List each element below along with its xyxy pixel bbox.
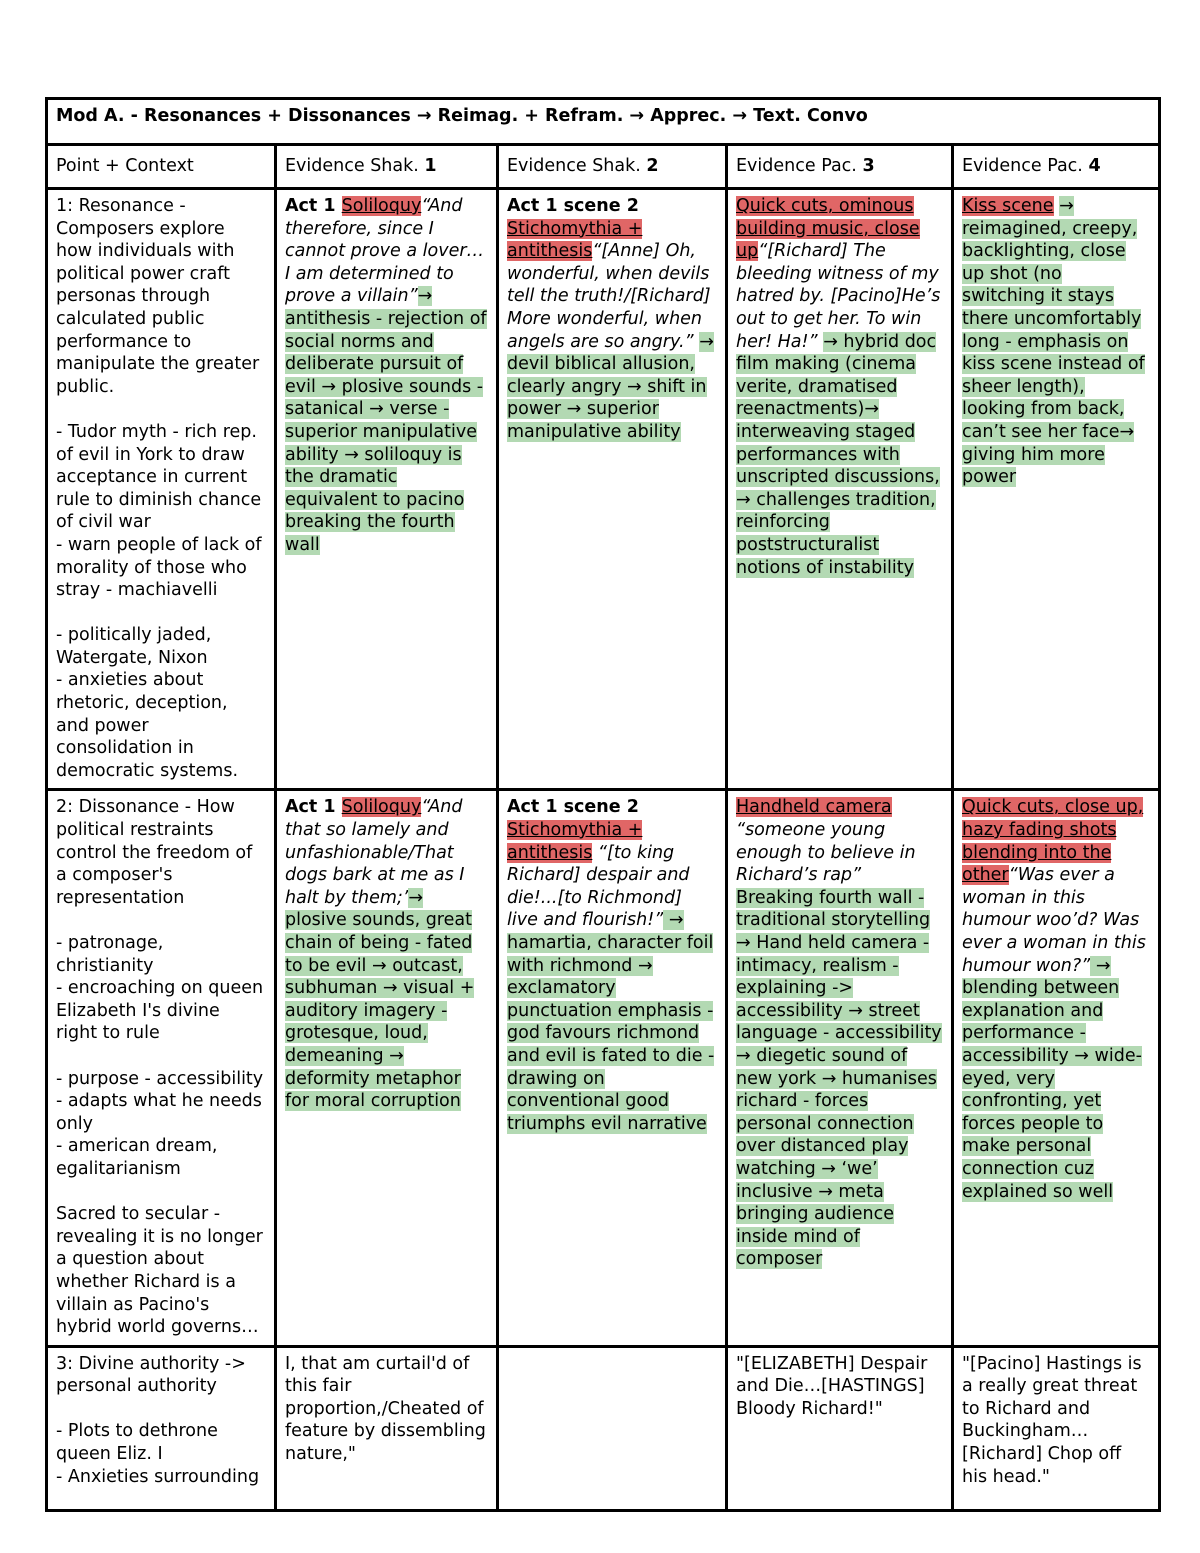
header-label: Evidence Shak. [507, 155, 647, 176]
header-evidence-pac-3 [727, 145, 953, 189]
header-evidence-pac-4 [953, 145, 1160, 189]
analysis-highlight: → reimagined, creepy, backlighting, close up shot (no switching it stays there uncomfortably long - emphasis on kiss scene instead of sheer length), looking from back, can’t see her face→ giving him more power [962, 196, 1145, 488]
technique-highlight: Quick cuts, ominous building music, close up [736, 196, 920, 262]
analysis-highlight: Breaking fourth wall - traditional storytelling → Hand held camera - intimacy, realism - explaining -> accessibility → street language - accessibility → diegetic sound of new york → humanises richard - forces personal connection over distanced play watching → ‘we’ inclusive → meta bringing audience inside mind of composer [736, 887, 942, 1270]
evidence-cell [276, 189, 498, 790]
quote-text: “[to king Richard] despair and die!...[to Richmond] live and flourish!” [507, 842, 690, 931]
evidence-cell [953, 790, 1160, 1346]
header-label: Evidence Pac. [736, 155, 863, 176]
table-row [47, 790, 1160, 1346]
act-label: Act 1 [285, 797, 342, 818]
evidence-cell [727, 189, 953, 790]
point-context-cell: 1: Resonance - Composers explore how individuals with political power craft personas through calculated public performance to manipulate the greater public. - Tudor myth - rich rep. of evil in York to draw acceptance in current rule to diminish chance of civil war - warn people of lack of morality of those who stray - machiavelli - politically jaded, Watergate, Nixon - anxieties about rhetoric, deception, and power consolidation in democratic systems. [47, 189, 276, 790]
act-label: Act 1 scene 2 [507, 196, 639, 216]
evidence-cell [498, 790, 727, 1346]
evidence-cell: "[ELIZABETH] Despair and Die…[HASTINGS] Bloody Richard!" [727, 1346, 953, 1510]
evidence-cell [276, 790, 498, 1346]
quote-text: “[Anne] Oh, wonderful, when devils tell the truth!/[Richard] More wonderful, when angels are so angry.” [507, 241, 711, 352]
header-number: 4 [1088, 155, 1101, 176]
title-row [47, 99, 1160, 145]
header-number: 2 [646, 155, 659, 176]
table-title: Mod A. - Resonances + Dissonances → Reimag. + Refram. → Apprec. → Text. Convo [47, 99, 1160, 145]
analysis-highlight: → hamartia, character foil with richmond → exclamatory punctuation emphasis - god favours richmond and evil is fated to die - drawing on conventional good triumphs evil narrative [507, 910, 715, 1134]
table-row [47, 189, 1160, 790]
act-label: Act 1 scene 2 [507, 797, 639, 818]
analysis-highlight: → hybrid doc film making (cinema verite, dramatised reenactments)→ interweaving staged performances with unscripted discussions, → challenges tradition, reinforcing poststructuralist notions of instability [736, 331, 940, 578]
header-label: Evidence Shak. [285, 155, 425, 176]
analysis-highlight: → devil biblical allusion, clearly angry → shift in power → superior manipulative ability [507, 331, 714, 442]
table-row [47, 1346, 1160, 1510]
quote-text: “And therefore, since I cannot prove a lover… I am determined to prove a villain” [285, 196, 485, 307]
evidence-cell: I, that am curtail'd of this fair proportion,/Cheated of feature by dissembling nature," [276, 1346, 498, 1510]
quote-text: “Was ever a woman in this humour woo’d? Was ever a woman in this humour won?” [962, 865, 1146, 976]
technique-highlight: Stichomythia + antithesis [507, 218, 643, 262]
evidence-cell: "[Pacino] Hastings is a really great threat to Richard and Buckingham… [Richard] Chop off his head." [953, 1346, 1160, 1510]
header-number: 1 [424, 155, 437, 176]
analysis-table [45, 97, 1161, 1512]
point-context-cell: 3: Divine authority -> personal authority - Plots to dethrone queen Eliz. I - Anxieties surrounding [47, 1346, 276, 1510]
quote-text: “[Richard] The bleeding witness of my hatred by. [Pacino]He’s out to get her. To win her! Ha!” [736, 241, 941, 352]
header-number: 3 [862, 155, 875, 176]
header-evidence-shak-1 [276, 145, 498, 189]
act-label: Act 1 [285, 196, 342, 216]
analysis-highlight: → antithesis - rejection of social norms and deliberate pursuit of evil → plosive sounds - satanical → verse - superior manipulative ability → soliloquy is the dramatic equivalent to pacino breaking the fourth wall [285, 286, 487, 555]
evidence-cell [498, 1346, 727, 1510]
evidence-cell [498, 189, 727, 790]
technique-highlight: Kiss scene [962, 196, 1054, 216]
quote-text: “And that so lamely and unfashionable/That dogs bark at me as I halt by them;’ [285, 797, 465, 908]
technique-highlight: Quick cuts, close up, hazy fading shots blending into the other [962, 797, 1144, 886]
technique-highlight: Handheld camera [736, 797, 892, 818]
evidence-cell [727, 790, 953, 1346]
header-point-context [47, 145, 276, 189]
header-label: Evidence Pac. [962, 155, 1089, 176]
point-context-cell: 2: Dissonance - How political restraints control the freedom of a composer's representation - patronage, christianity - encroaching on queen Elizabeth I's divine right to rule - purpose - accessibility - adapts what he needs only - american dream, egalitarianism Sacred to secular - revealing it is no longer a question about whether Richard is a villain as Pacino's hybrid world governs… [47, 790, 276, 1346]
header-label: Point + Context [56, 155, 194, 176]
analysis-highlight: → plosive sounds, great chain of being - fated to be evil → outcast, subhuman → visual + auditory imagery - grotesque, loud, demeaning → deformity metaphor for moral corruption [285, 887, 475, 1112]
header-evidence-shak-2 [498, 145, 727, 189]
technique-highlight: Stichomythia + antithesis [507, 820, 643, 863]
technique-highlight: Soliloquy [341, 196, 422, 216]
analysis-highlight: → blending between explanation and performance - accessibility → wide-eyed, very confronting, yet forces people to make personal connection cuz explained so well [962, 955, 1142, 1202]
technique-highlight: Soliloquy [341, 797, 422, 818]
evidence-cell [953, 189, 1160, 790]
quote-text: “someone young enough to believe in Richard’s rap” [736, 820, 916, 886]
header-row [47, 145, 1160, 189]
